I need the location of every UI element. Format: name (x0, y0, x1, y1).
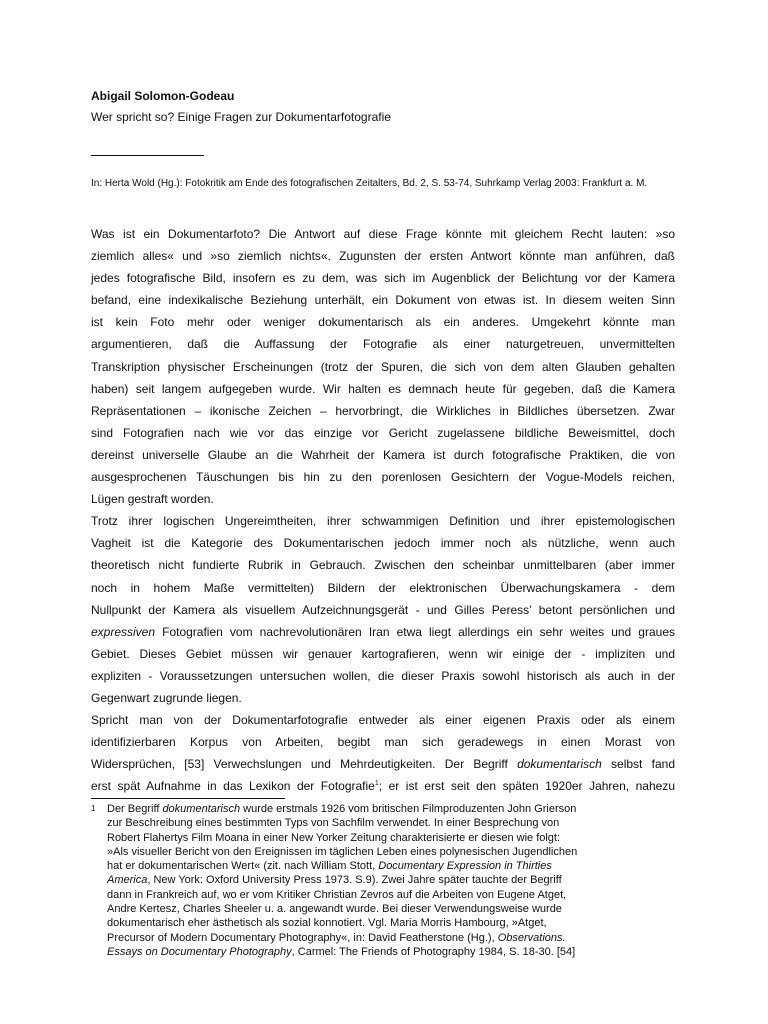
text-line: ist kein Foto mehr oder weniger dokumentarisch als ein anderes. Umgekehrt könnte man (91, 315, 675, 330)
text-line: expliziten - Voraussetzungen untersuchen wollen, die dieser Praxis sowohl historisch als auch in der (91, 668, 675, 683)
text-span: Der Begriff (107, 803, 163, 815)
footnote-line: zur Beschreibung eines bestimmten Typs von Sachfilm verwendet. In einer Besprechung von (107, 817, 560, 830)
text-span: , New York: Oxford University Press 1973. S.9). Zwei Jahre später tauchte der Begriff (147, 874, 562, 887)
footnote-number: 1 (91, 804, 96, 813)
text-line: Nullpunkt der Kamera als visuellem Aufzeichnungsgerät - und Gilles Peress’ betont persönlichen und (91, 602, 675, 617)
footnote-line: »Als visueller Bericht von den Ereignissen im täglichen Leben eines polynesischen Jugendlichen (107, 845, 578, 858)
paragraph-2 (91, 510, 675, 709)
text-span: Fotografien vom nachrevolutionären Iran etwa liegt allerdings ein sehr weites und graues (155, 624, 675, 639)
text-span: Widersprüchen, [53] Verwechslungen und Mehrdeutigkeiten. Der Begriff (91, 757, 518, 772)
text-line: ausgesprochenen Täuschungen bis hin zu den porenlosen Gesichtern der Vogue-Models reichen, (91, 470, 675, 485)
text-line: Was ist ein Dokumentarfoto? Die Antwort auf diese Frage könnte mit gleichem Recht lauten: »so (91, 227, 675, 241)
text-line: Vagheit ist die Kategorie des Dokumentarischen jedoch immer noch als nützliche, wenn auch (91, 536, 675, 551)
footnote-divider (91, 798, 285, 799)
text-line: Repräsentationen – ikonische Zeichen – hervorbringt, die Wirkliches in Bildliches übersetzen. Zwar (91, 403, 675, 418)
text-line: Trotz ihrer logischen Ungereimtheiten, ihrer schwammigen Definition und ihrer epistemologischen (91, 514, 675, 529)
italic-title: Observations. (497, 931, 566, 944)
footnote-line (107, 873, 675, 887)
text-line: theoretisch nicht fundierte Rubrik in Gebrauch. Zwischen den scheinbar unmittelbaren (aber immer (91, 558, 675, 573)
text-line (91, 753, 675, 775)
footnote (91, 802, 675, 959)
text-line: argumentieren, daß die Auffassung der Fotografie als einer naturgetreuen, unvermittelten (91, 337, 675, 352)
text-line: sind Fotografien nach wie vor das einzige vor Gericht zugelassene bildliche Beweismittel, doch (91, 425, 675, 440)
paragraph-3 (91, 709, 675, 797)
footnote-line: dann in Frankreich auf, wo er vom Kritiker Christian Zevros auf die Arbeiten von Eugene Atget, (107, 888, 567, 901)
text-line: Spricht man von der Dokumentarfotografie entweder als einer eigenen Praxis oder als einem (91, 713, 675, 728)
footnote-line: dokumentarisch eher ästhetisch als sozial konnotiert. Vgl. Maria Morris Hambourg, »Atget, (107, 917, 547, 930)
footnote-line: Andre Kertesz, Charles Sheeler u. a. angewandt wurde. Bei dieser Verwendungsweise wurde (107, 903, 562, 916)
body-text (91, 223, 675, 797)
text-line: haben) seit langem aufgegeben wurde. Wir halten es demnach heute für gegeben, daß die Kamera (91, 381, 675, 396)
header-divider (91, 155, 204, 156)
text-span: erst spät Aufnahme in das Lexikon der Fotografie (91, 779, 375, 794)
author-name: Abigail Solomon-Godeau (91, 89, 235, 103)
footnote-text (107, 802, 675, 959)
source-citation: In: Herta Wold (Hg.): Fotokritik am Ende des fotografischen Zeitalters, Bd. 2, S. 53-74, Suhrkamp Verlag 2003: Frankfurt a. M. (91, 178, 648, 189)
text-line: Lügen gestraft worden. (91, 492, 214, 507)
text-span: ; er ist erst seit den späten 1920er Jahren, nahezu (378, 779, 675, 794)
footnote-line (107, 859, 675, 873)
footnote-line (107, 802, 675, 816)
footnote-reference: 1 (374, 780, 379, 788)
text-line (91, 775, 675, 797)
text-line: befand, eine indexikalische Beziehung unterhält, ein Dokument von etwas ist. In diesem weiten Sinn (91, 293, 675, 308)
footnote-line: Robert Flahertys Film Moana in einer New Yorker Zeitung charakterisierte er diesen wie folgt: (107, 831, 561, 844)
paragraph-1 (91, 223, 675, 510)
text-line: noch in hohem Maße vermittelten) Bildern der elektronischen Überwachungskamera - dem (91, 580, 675, 595)
footnote-line (107, 931, 675, 945)
text-line: Gebiet. Dieses Gebiet müssen wir genauer kartografieren, wenn wir einige der - impliziten und (91, 646, 675, 661)
italic-title: Documentary Expression in Thirties (378, 860, 552, 873)
text-line (91, 621, 675, 643)
document-title: Wer spricht so? Einige Fragen zur Dokumentarfotografie (91, 110, 391, 124)
italic-term: expressiven (91, 624, 156, 639)
text-line: ziemlich alles« und »so ziemlich nichts«. Zugunsten der ersten Antwort könnte man anführen, daß (91, 249, 675, 264)
text-span: selbst fand (601, 757, 675, 772)
italic-term: dokumentarisch (517, 757, 602, 772)
text-line: jedes fotografische Bild, insofern es zu dem, was sich im Augenblick der Belichtung vor der Kamera (91, 271, 675, 286)
italic-term: dokumentarisch (162, 803, 241, 815)
text-span: , Carmel: The Friends of Photography 1984, S. 18-30. [54] (291, 945, 576, 958)
text-line: Gegenwart zugrunde liegen. (91, 690, 242, 705)
text-span: hat er dokumentarischen Wert« (zit. nach William Stott, (107, 860, 379, 873)
italic-title: America (107, 874, 148, 887)
text-span: Precursor of Modern Documentary Photography«, in: David Featherstone (Hg.), (107, 931, 498, 944)
text-line: dereinst universelle Glaube an die Wahrheit der Kamera ist durch fotografische Praktiken, die von (91, 447, 675, 462)
text-line: Transkription physischer Erscheinungen (trotz der Spuren, die sich von dem alten Glauben gehalten (91, 359, 675, 374)
italic-title: Essays on Documentary Photography (107, 945, 292, 958)
text-line: identifizierbaren Korpus von Arbeiten, begibt man sich geradewegs in einen Morast von (91, 735, 675, 750)
text-span: wurde erstmals 1926 vom britischen Filmproduzenten John Grierson (240, 803, 577, 815)
footnote-line (107, 945, 675, 959)
